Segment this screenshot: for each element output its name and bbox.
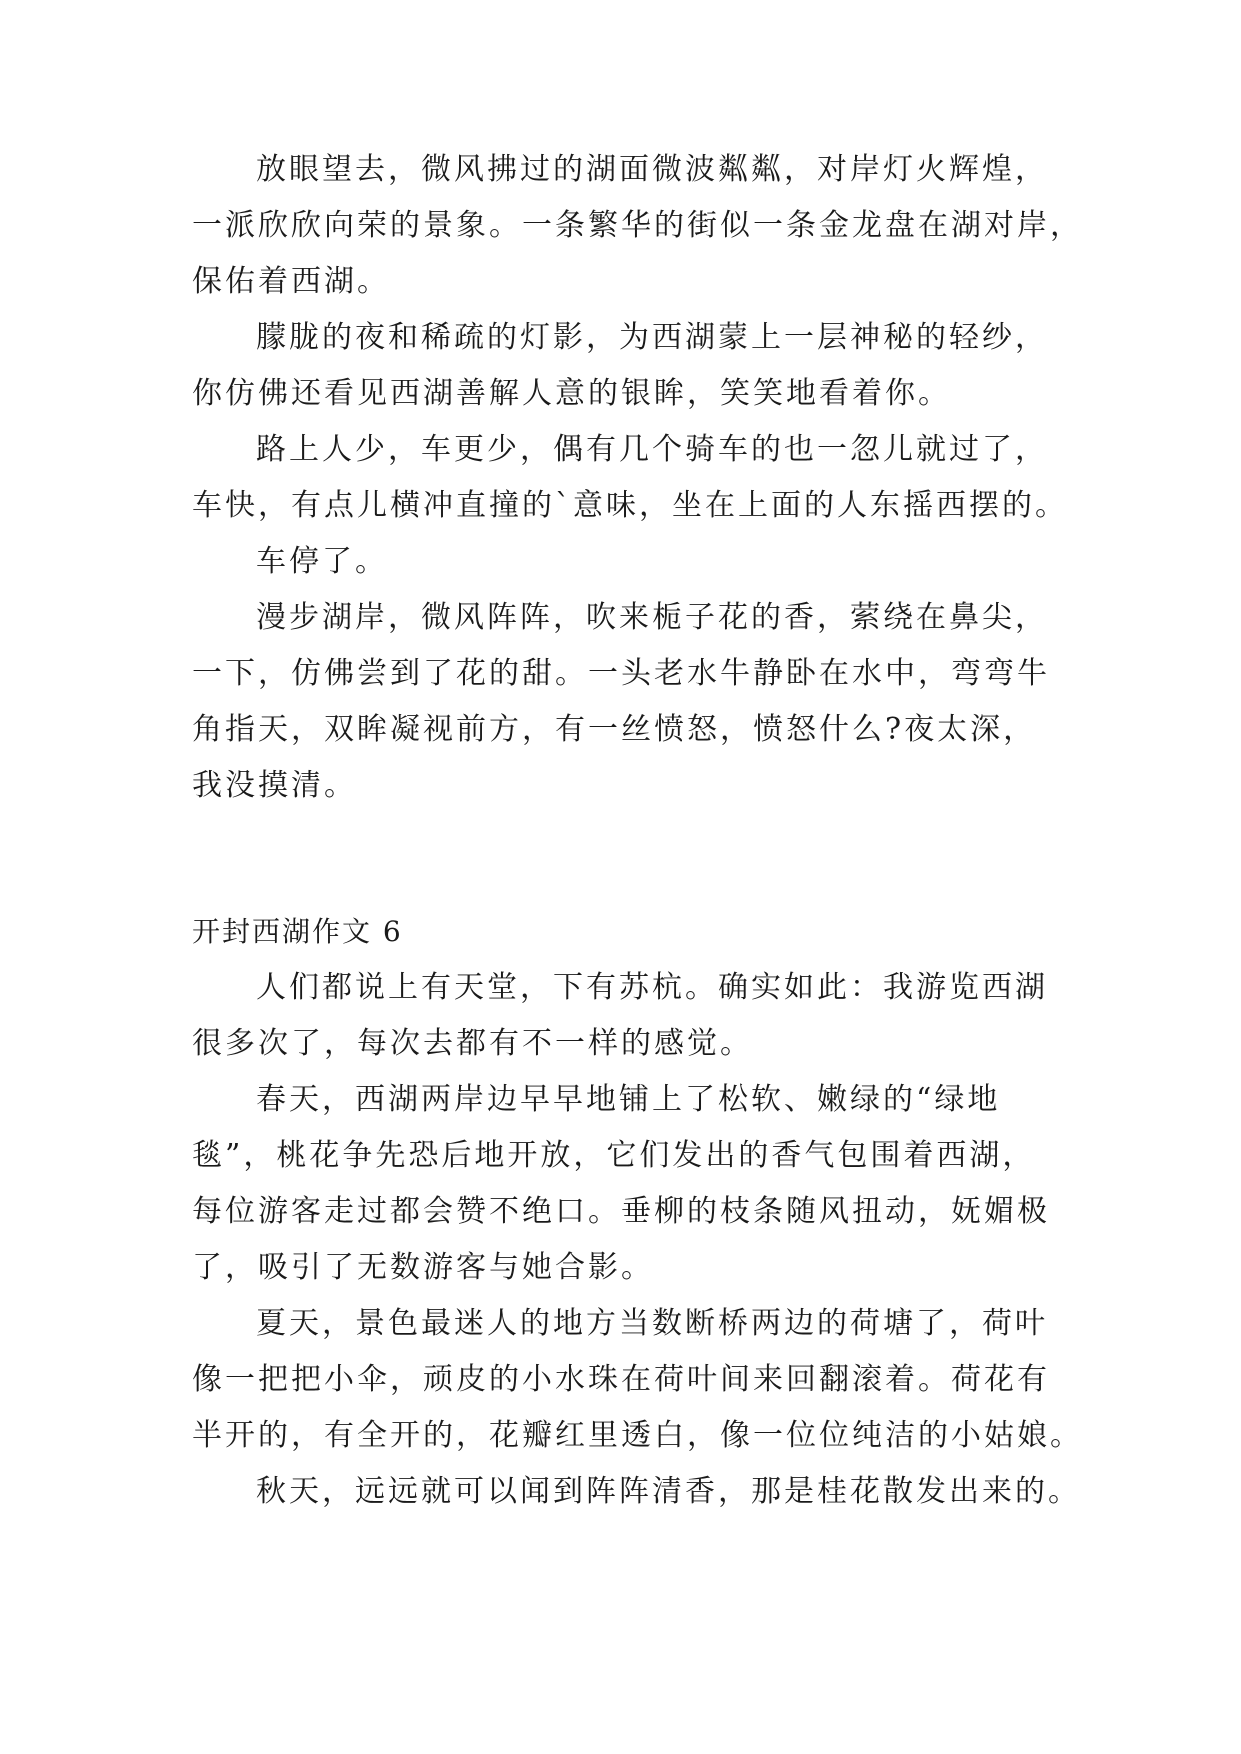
paragraph-line: 角指天，双眸凝视前方，有一丝愤怒，愤怒什么?夜太深， [192, 712, 1037, 747]
section-heading: 开封西湖作文 6 [192, 915, 403, 948]
paragraph-line: 一派欣欣向荣的景象。一条繁华的街似一条金龙盘在湖对岸， [192, 208, 1083, 243]
paragraph-line: 春天，西湖两岸边早早地铺上了松软、嫩绿的“绿地 [256, 1082, 1001, 1117]
paragraph-line: 夏天，景色最迷人的地方当数断桥两边的荷塘了，荷叶 [256, 1306, 1048, 1341]
paragraph-line: 了，吸引了无数游客与她合影。 [192, 1250, 654, 1285]
paragraph-line: 漫步湖岸，微风阵阵，吹来栀子花的香，萦绕在鼻尖， [256, 600, 1048, 635]
paragraph-line: 人们都说上有天堂，下有苏杭。确实如此：我游览西湖 [256, 970, 1048, 1005]
paragraph-line: 路上人少，车更少，偶有几个骑车的也一忽儿就过了， [256, 432, 1048, 467]
paragraph-line: 车快，有点儿横冲直撞的`意味，坐在上面的人东摇西摆的。 [192, 488, 1068, 523]
paragraph-line: 朦胧的夜和稀疏的灯影，为西湖蒙上一层神秘的轻纱， [256, 320, 1048, 355]
paragraph-line: 放眼望去，微风拂过的湖面微波粼粼，对岸灯火辉煌， [256, 152, 1048, 187]
paragraph-line: 一下，仿佛尝到了花的甜。一头老水牛静卧在水中，弯弯牛 [192, 656, 1050, 691]
paragraph-line: 毯”，桃花争先恐后地开放，它们发出的香气包围着西湖， [192, 1138, 1036, 1173]
paragraph-line: 我没摸清。 [192, 768, 357, 803]
paragraph-line: 保佑着西湖。 [192, 264, 390, 299]
paragraph-line: 你仿佛还看见西湖善解人意的银眸，笑笑地看着你。 [192, 376, 951, 411]
paragraph-line: 车停了。 [256, 544, 388, 579]
paragraph-line: 半开的，有全开的，花瓣红里透白，像一位位纯洁的小姑娘。 [192, 1418, 1083, 1453]
paragraph-line: 每位游客走过都会赞不绝口。垂柳的枝条随风扭动，妩媚极 [192, 1194, 1050, 1229]
paragraph-line: 很多次了，每次去都有不一样的感觉。 [192, 1026, 753, 1061]
paragraph-line: 秋天，远远就可以闻到阵阵清香，那是桂花散发出来的。 [256, 1474, 1081, 1509]
paragraph-line: 像一把把小伞，顽皮的小水珠在荷叶间来回翻滚着。荷花有 [192, 1362, 1050, 1397]
